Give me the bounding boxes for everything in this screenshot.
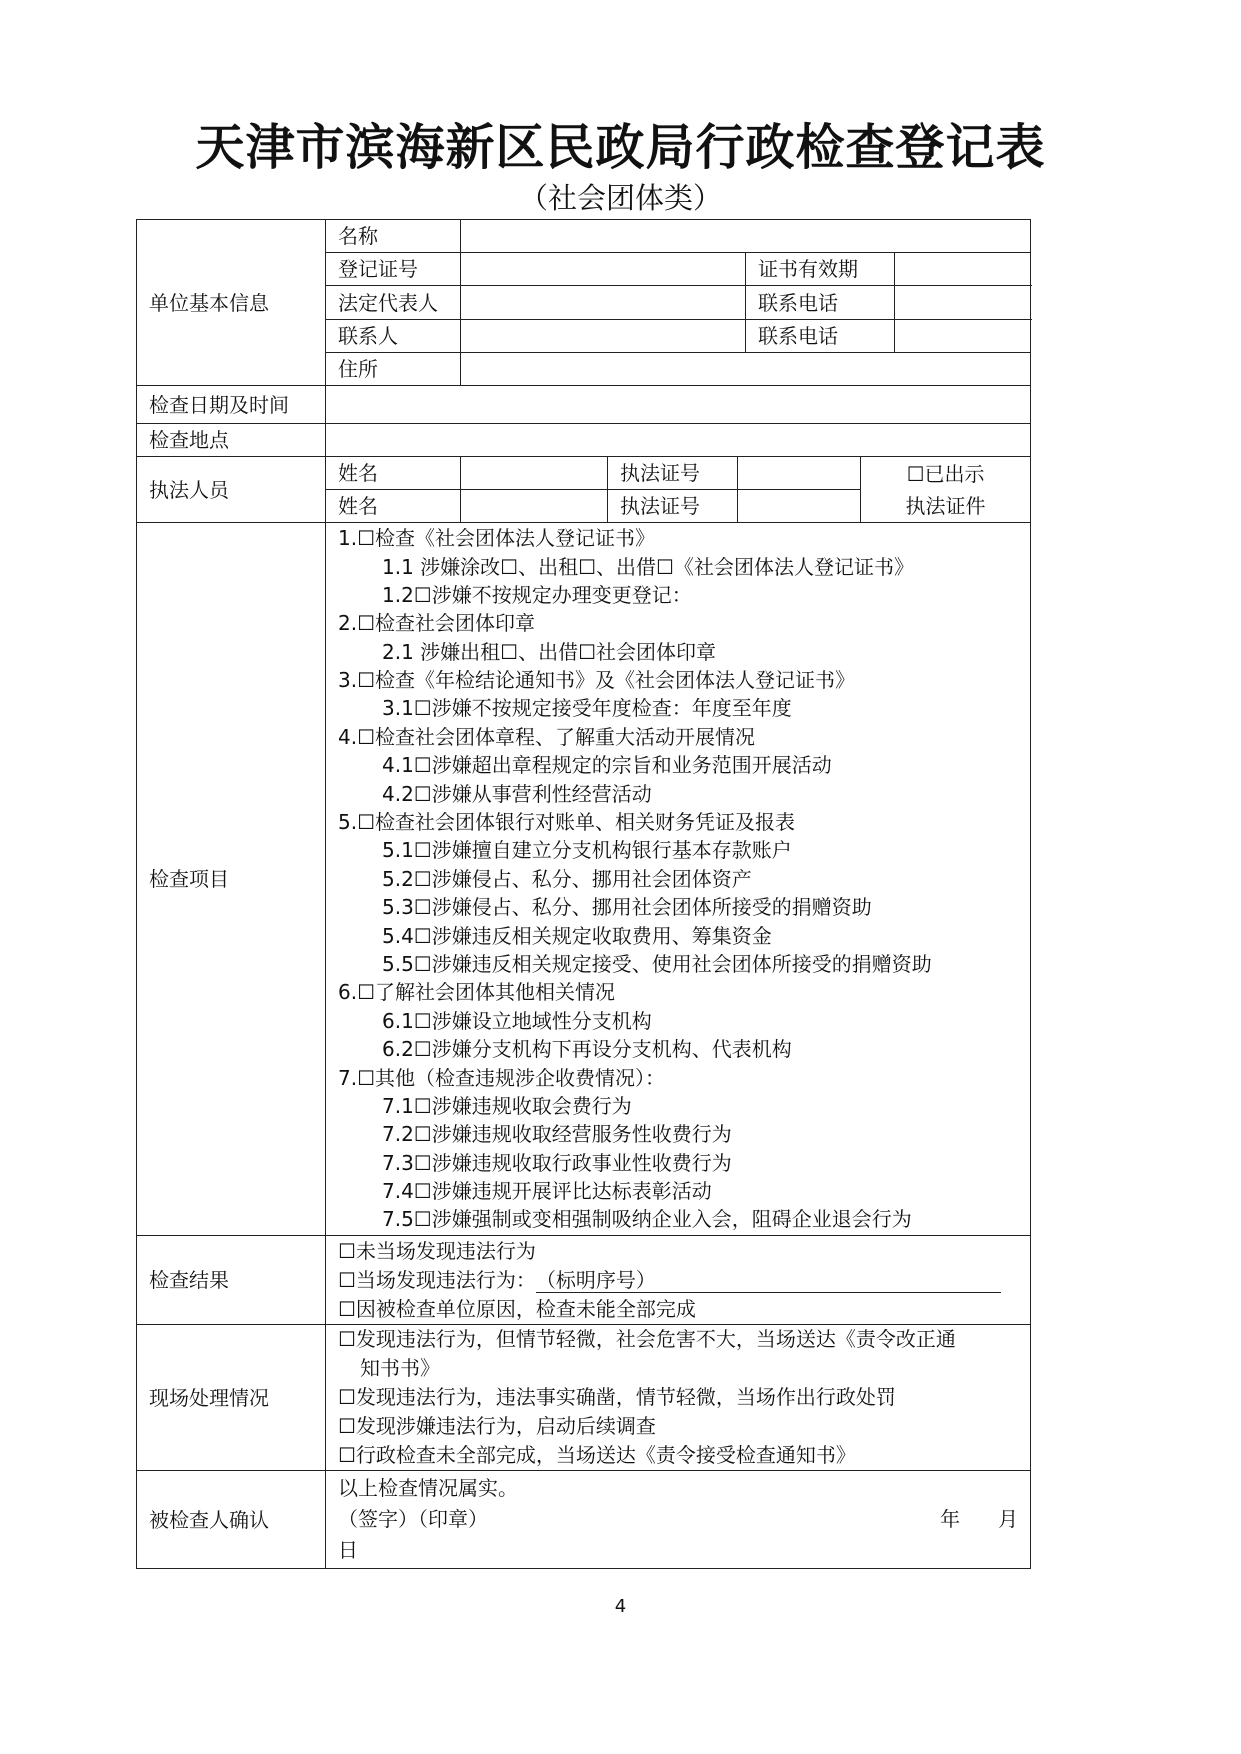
cert-validity-label: 证书有效期	[746, 253, 895, 286]
legal-rep-phone-field[interactable]	[895, 286, 1031, 320]
onsite-option-rectify-notice[interactable]: ☐发现违法行为，但情节轻微，社会危害不大，当场送达《责令改正通	[338, 1327, 956, 1351]
inspection-subitem[interactable]: 6.1☐涉嫌设立地域性分支机构	[382, 1008, 652, 1033]
inspection-subitem[interactable]: 5.4☐涉嫌违反相关规定收取费用、筹集资金	[382, 923, 772, 948]
inspection-form-table	[136, 219, 1031, 1569]
result-option-violation-found[interactable]	[338, 1266, 1018, 1295]
inspectee-confirm-label: 被检查人确认	[137, 1471, 326, 1569]
inspection-subitem[interactable]: 7.4☐涉嫌违规开展评比达标表彰活动	[382, 1179, 712, 1204]
inspection-item[interactable]: 1.☐检查《社会团体法人登记证书》	[338, 526, 656, 551]
officer-name-label: 姓名	[326, 457, 461, 490]
officer-name-label: 姓名	[326, 490, 461, 523]
officer-cert-field[interactable]	[738, 490, 861, 523]
confirm-sign-row	[338, 1504, 1018, 1535]
inspection-datetime-field[interactable]	[326, 386, 1031, 424]
inspection-subitem[interactable]: 7.2☐涉嫌违规收取经营服务性收费行为	[382, 1122, 732, 1147]
phone-label: 联系电话	[746, 286, 895, 320]
inspection-item[interactable]: 5.☐检查社会团体银行对账单、相关财务凭证及报表	[338, 810, 796, 835]
reg-no-label: 登记证号	[326, 253, 461, 286]
name-label: 名称	[326, 220, 461, 253]
result-option-violation-text: ☐当场发现违法行为：	[338, 1267, 536, 1292]
form-title: 天津市滨海新区民政局行政检查登记表	[195, 119, 1046, 176]
inspection-subitem[interactable]: 1.1 涉嫌涂改☐、出租☐、出借☐《社会团体法人登记证书》	[382, 554, 914, 579]
basic-info-label: 单位基本信息	[137, 220, 326, 386]
address-field[interactable]	[461, 353, 1031, 386]
page-number: 4	[614, 1596, 627, 1617]
year-label: 年	[940, 1507, 961, 1531]
inspection-datetime-label: 检查日期及时间	[137, 386, 326, 424]
inspection-item[interactable]: 4.☐检查社会团体章程、了解重大活动开展情况	[338, 724, 756, 749]
month-label: 月	[998, 1507, 1019, 1531]
contact-label: 联系人	[326, 320, 461, 353]
onsite-option-accept-inspection-notice[interactable]: ☐行政检查未全部完成，当场送达《责令接受检查通知书》	[338, 1443, 856, 1467]
inspection-subitem[interactable]: 4.2☐涉嫌从事营利性经营活动	[382, 781, 652, 806]
officer-cert-label: 执法证号	[608, 490, 738, 523]
inspectee-confirm-area	[326, 1471, 1031, 1569]
result-option-no-violation[interactable]: ☐未当场发现违法行为	[338, 1238, 536, 1263]
result-option-incomplete[interactable]: ☐因被检查单位原因，检查未能全部完成	[338, 1296, 696, 1321]
inspection-subitem[interactable]: 3.1☐涉嫌不按规定接受年度检查：年度至年度	[382, 696, 792, 721]
shown-cert-line2: 执法证件	[905, 493, 986, 518]
name-field[interactable]	[461, 220, 1031, 253]
onsite-handling-options	[326, 1325, 1031, 1471]
confirm-statement: 以上检查情况属实。	[338, 1476, 518, 1500]
inspection-subitem[interactable]: 1.2☐涉嫌不按规定办理变更登记：	[382, 582, 692, 607]
shown-cert-line1: ☐已出示	[906, 461, 985, 486]
inspection-subitem[interactable]: 2.1 涉嫌出租☐、出借☐社会团体印章	[382, 639, 717, 664]
reg-no-field[interactable]	[461, 253, 746, 286]
onsite-option-rectify-notice-cont: 知书书》	[360, 1356, 440, 1380]
inspection-subitem[interactable]: 5.3☐涉嫌侵占、私分、挪用社会团体所接受的捐赠资助	[382, 895, 872, 920]
inspection-subitem[interactable]: 7.1☐涉嫌违规收取会费行为	[382, 1093, 632, 1118]
shown-cert-checkbox[interactable]	[861, 457, 1031, 523]
inspection-place-label: 检查地点	[137, 424, 326, 457]
officer-cert-field[interactable]	[738, 457, 861, 490]
legal-rep-field[interactable]	[461, 286, 746, 320]
result-label: 检查结果	[137, 1236, 326, 1325]
inspection-subitem[interactable]: 5.5☐涉嫌违反相关规定接受、使用社会团体所接受的捐赠资助	[382, 951, 932, 976]
inspection-subitem[interactable]: 7.5☐涉嫌强制或变相强制吸纳企业入会，阻碍企业退会行为	[382, 1207, 912, 1232]
onsite-option-investigation[interactable]: ☐发现涉嫌违法行为，启动后续调查	[338, 1414, 656, 1438]
officer-cert-label: 执法证号	[608, 457, 738, 490]
inspection-item[interactable]: 2.☐检查社会团体印章	[338, 611, 536, 636]
officers-label: 执法人员	[137, 457, 326, 523]
inspection-subitem[interactable]: 6.2☐涉嫌分支机构下再设分支机构、代表机构	[382, 1037, 792, 1062]
address-label: 住所	[326, 353, 461, 386]
phone-label: 联系电话	[746, 320, 895, 353]
violation-serial-field[interactable]: （标明序号）	[536, 1268, 1001, 1293]
cert-validity-field[interactable]	[895, 253, 1031, 286]
legal-rep-label: 法定代表人	[326, 286, 461, 320]
officer-name-field[interactable]	[461, 490, 608, 523]
officer-name-field[interactable]	[461, 457, 608, 490]
day-label: 日	[338, 1538, 358, 1562]
inspection-items-list	[326, 523, 1031, 1236]
inspection-item[interactable]: 3.☐检查《年检结论通知书》及《社会团体法人登记证书》	[338, 668, 856, 693]
date-year-month	[902, 1504, 1018, 1535]
contact-phone-field[interactable]	[895, 320, 1031, 353]
inspection-subitem[interactable]: 5.1☐涉嫌擅自建立分支机构银行基本存款账户	[382, 838, 792, 863]
onsite-handling-label: 现场处理情况	[137, 1325, 326, 1471]
inspection-place-field[interactable]	[326, 424, 1031, 457]
inspection-subitem[interactable]: 4.1☐涉嫌超出章程规定的宗旨和业务范围开展活动	[382, 753, 832, 778]
signature-field[interactable]: （签字）（印章）	[338, 1507, 488, 1531]
inspection-item[interactable]: 7.☐其他（检查违规涉企收费情况）：	[338, 1065, 666, 1090]
inspection-subitem[interactable]: 7.3☐涉嫌违规收取行政事业性收费行为	[382, 1150, 732, 1175]
inspection-subitem[interactable]: 5.2☐涉嫌侵占、私分、挪用社会团体资产	[382, 866, 752, 891]
inspection-item[interactable]: 6.☐了解社会团体其他相关情况	[338, 980, 616, 1005]
inspection-items-label: 检查项目	[137, 523, 326, 1236]
form-subtitle: （社会团体类）	[518, 181, 722, 215]
onsite-option-penalty[interactable]: ☐发现违法行为，违法事实确凿，情节轻微，当场作出行政处罚	[338, 1385, 896, 1409]
result-options	[326, 1236, 1031, 1325]
contact-field[interactable]	[461, 320, 746, 353]
